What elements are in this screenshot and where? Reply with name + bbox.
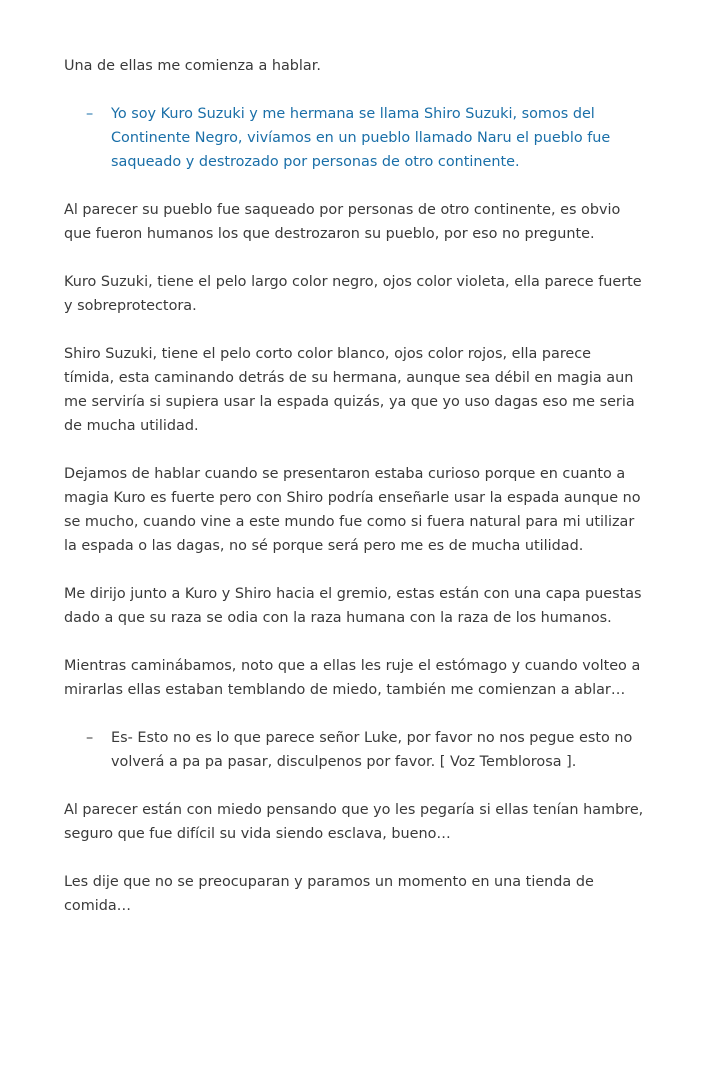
dialogue-dash: –	[86, 106, 94, 122]
document-page	[64, 54, 644, 942]
paragraph: Dejamos de hablar cuando se presentaron estaba curioso porque en cuanto a magia Kuro es fuerte pero con Shiro podría enseñarle usar la espada aunque no se mucho, cuando vine a este mundo fue como si fuera natural para mi utilizar la espada o las dagas, no sé porque será pero me es de mucha utilidad.	[64, 466, 641, 554]
paragraph: Al parecer su pueblo fue saqueado por personas de otro continente, es obvio que fueron humanos los que destrozaron su pueblo, por eso no pregunte.	[64, 202, 621, 242]
paragraph: Mientras caminábamos, noto que a ellas les ruje el estómago y cuando volteo a mirarlas ellas estaban temblando de miedo, también me comienzan a ablar…	[64, 658, 641, 698]
paragraph: Al parecer están con miedo pensando que yo les pegaría si ellas tenían hambre, seguro que fue difícil su vida siendo esclava, bueno…	[64, 802, 644, 842]
paragraph: Shiro Suzuki, tiene el pelo corto color blanco, ojos color rojos, ella parece tímida, esta caminando detrás de su hermana, aunque sea débil en magia aun me serviría si supiera usar la espada quizás, ya que yo uso dagas eso me seria de mucha utilidad.	[64, 346, 635, 434]
paragraph: Kuro Suzuki, tiene el pelo largo color negro, ojos color violeta, ella parece fuerte y sobreprotectora.	[64, 274, 642, 314]
dialogue-text: Es- Esto no es lo que parece señor Luke, por favor no nos pegue esto no volverá a pa pa pasar, disculpenos por favor. [ Voz Temblorosa ].	[111, 730, 633, 770]
paragraph: Me dirijo junto a Kuro y Shiro hacia el gremio, estas están con una capa puestas dado a que su raza se odia con la raza humana con la raza de los humanos.	[64, 586, 642, 626]
dialogue-dash: –	[86, 730, 94, 746]
dialogue-text: Yo soy Kuro Suzuki y me hermana se llama Shiro Suzuki, somos del Continente Negro, vivíamos en un pueblo llamado Naru el pueblo fue saqueado y destrozado por personas de otro continente.	[111, 106, 611, 170]
paragraph: Una de ellas me comienza a hablar.	[64, 58, 321, 74]
dialogue-line	[64, 726, 644, 774]
paragraph: Les dije que no se preocuparan y paramos un momento en una tienda de comida…	[64, 874, 594, 914]
dialogue-line	[64, 102, 644, 174]
